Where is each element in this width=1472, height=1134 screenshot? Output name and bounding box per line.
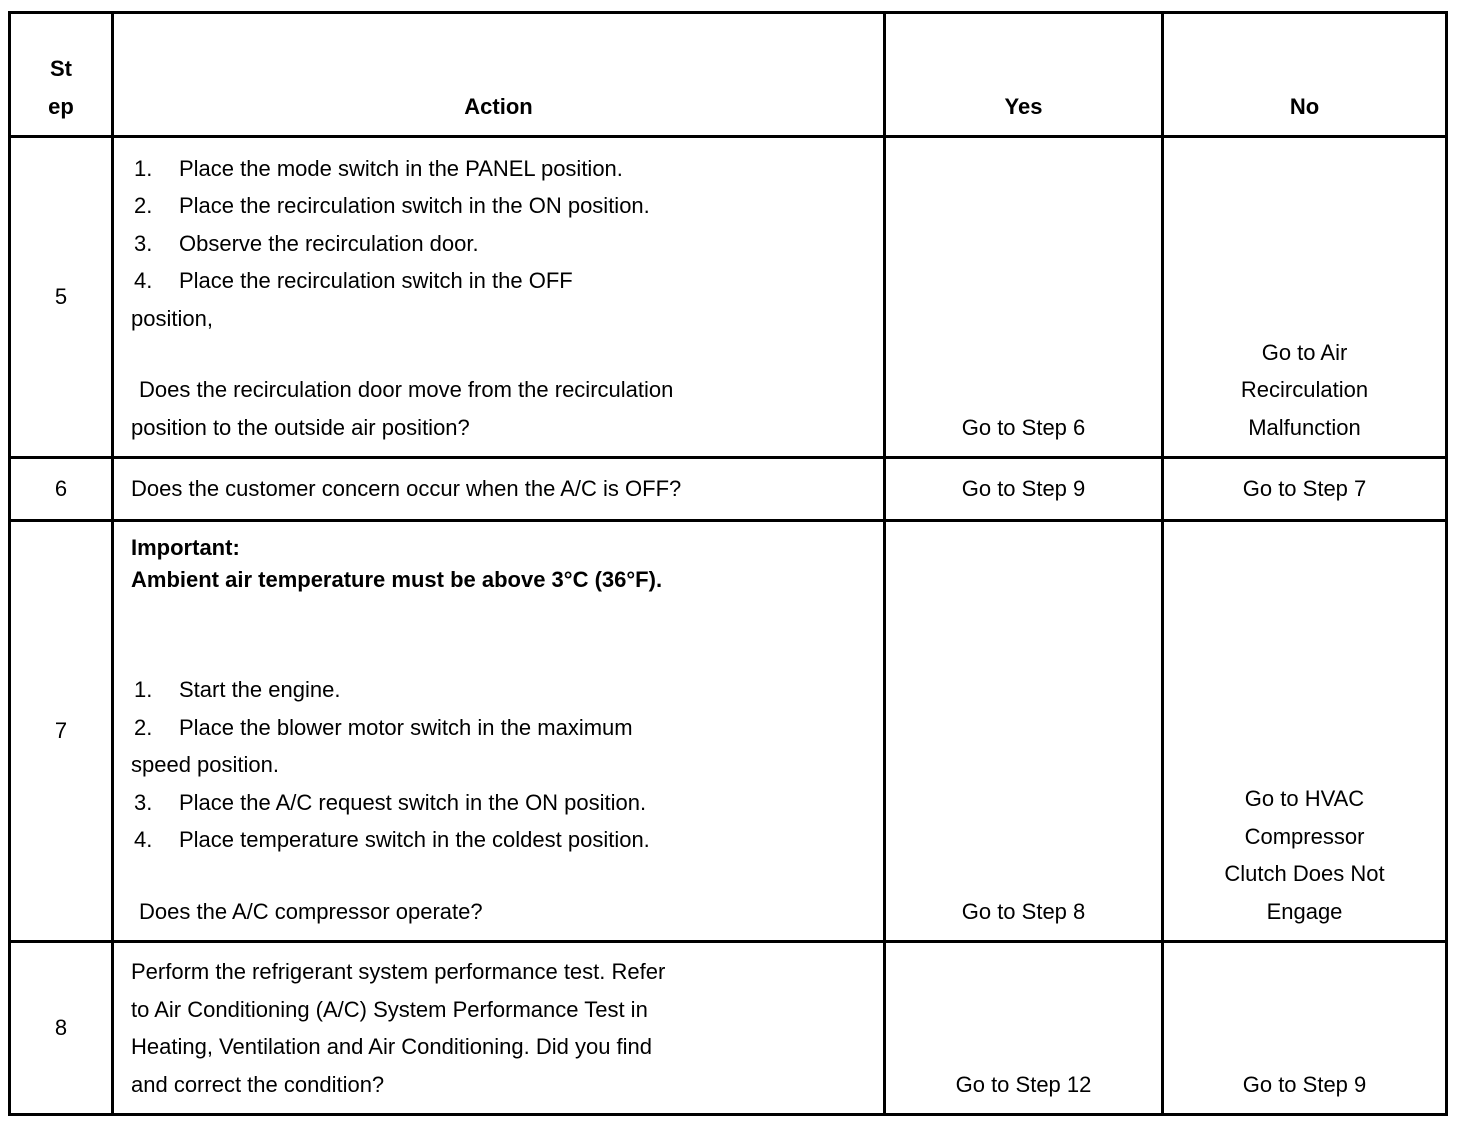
action-item: 4. Place the recirculation switch in the OFF bbox=[134, 268, 573, 293]
yes-result: Go to Step 6 bbox=[885, 137, 1163, 458]
important-title: Important: bbox=[131, 535, 240, 560]
header-row bbox=[10, 13, 1447, 137]
step-row-5 bbox=[10, 137, 1447, 458]
yes-result: Go to Step 8 bbox=[885, 521, 1163, 942]
important-text: Ambient air temperature must be above 3°C (36°F). bbox=[131, 567, 663, 592]
step-action bbox=[113, 521, 885, 942]
header-action: Action bbox=[113, 13, 885, 137]
yes-result: Go to Step 9 bbox=[885, 458, 1163, 521]
action-item: 2. Place the recirculation switch in the ON position. bbox=[134, 193, 650, 218]
action-question-continuation: position to the outside air position? bbox=[131, 414, 470, 440]
step-number: 7 bbox=[10, 521, 113, 942]
action-item: 1. Place the mode switch in the PANEL position. bbox=[134, 155, 623, 181]
action-item: 3. Observe the recirculation door. bbox=[134, 230, 479, 256]
action-item-continuation: position, bbox=[131, 305, 213, 331]
step-action: Perform the refrigerant system performance test. Refer to Air Conditioning (A/C) System Performance Test in Heating, Ventilation and Air Conditioning. Did you find and correct the condition? bbox=[113, 942, 885, 1115]
step-row-8 bbox=[10, 942, 1447, 1115]
no-result: Go to HVAC Compressor Clutch Does Not Engage bbox=[1163, 521, 1447, 942]
step-action bbox=[113, 137, 885, 458]
header-step: St ep bbox=[10, 13, 113, 137]
no-result: Go to Step 7 bbox=[1163, 458, 1447, 521]
header-no: No bbox=[1163, 13, 1447, 137]
step-number: 5 bbox=[10, 137, 113, 458]
step-number: 6 bbox=[10, 458, 113, 521]
header-yes: Yes bbox=[885, 13, 1163, 137]
action-question: Does the recirculation door move from the recirculation bbox=[139, 377, 674, 402]
no-result: Go to Air Recirculation Malfunction bbox=[1163, 137, 1447, 458]
diagnostic-steps-table bbox=[8, 11, 1448, 1116]
action-item: 1. Start the engine. bbox=[134, 677, 341, 702]
action-item: 3. Place the A/C request switch in the ON position. bbox=[134, 789, 647, 815]
step-row-6 bbox=[10, 458, 1447, 521]
action-item: 4. Place temperature switch in the coldest position. bbox=[134, 827, 650, 852]
action-item: 2. Place the blower motor switch in the maximum bbox=[134, 714, 633, 740]
action-item-continuation: speed position. bbox=[131, 752, 279, 777]
step-action: Does the customer concern occur when the A/C is OFF? bbox=[113, 458, 885, 521]
step-row-7 bbox=[10, 521, 1447, 942]
no-result: Go to Step 9 bbox=[1163, 942, 1447, 1115]
yes-result: Go to Step 12 bbox=[885, 942, 1163, 1115]
action-question: Does the A/C compressor operate? bbox=[139, 898, 483, 924]
step-number: 8 bbox=[10, 942, 113, 1115]
